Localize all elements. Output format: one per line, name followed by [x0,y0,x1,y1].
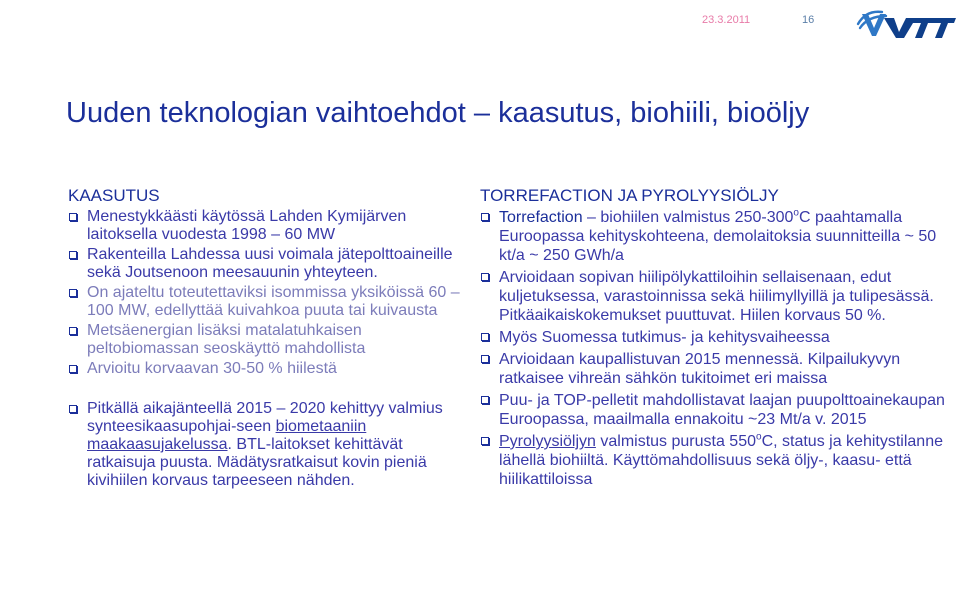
list-item: Arvioitu korvaavan 30-50 % hiilestä [68,360,468,378]
list-item: Pitkällä aikajänteellä 2015 – 2020 kehittyy valmius synteesikaasupohjai-seen biometaaniin maakaasujakelussa. BTL-laitokset kehittävät ratkaisuja puusta. Mädätysratkaisut kovin pieniä kivihiilen korvaus tarpeeseen nähden. [68,400,468,490]
bullet-icon [69,213,77,221]
list-item: Rakenteilla Lahdessa uusi voimala jätepolttoaineille sekä Joutsenoon meesauunin yhteyteen. [68,246,468,282]
gasification-column [68,186,468,492]
torrefaction-column [480,186,958,492]
vtt-logo [856,4,956,42]
gasification-list [68,208,468,490]
bullet-icon [69,405,77,413]
list-item: Arvioidaan kaupallistuvan 2015 mennessä. Kilpailukyvyn ratkaisee vihreän sähkön tukitoimet eri maissa [480,350,958,388]
torrefaction-list [480,208,958,489]
bullet-icon [481,213,489,221]
slide-date: 23.3.2011 [702,14,751,26]
list-item: Puu- ja TOP-pelletit mahdollistavat laajan puupolttoainekaupan Euroopassa, maailmalla ennakoitu ~23 Mt/a v. 2015 [480,391,958,429]
torrefaction-heading: TORREFACTION JA PYROLYYSIÖLJY [480,186,779,205]
list-item: Torrefaction – biohiilen valmistus 250-300$^o$C paahtamalla Euroopassa kehityskohteena, demolaitoksia suunnitteilla ~ 50 kt/a ~ 250 GWh/a [480,208,958,265]
list-item: Menestykkäästi käytössä Lahden Kymijärven laitoksella vuodesta 1998 – 60 MW [68,208,468,244]
bullet-icon [481,273,489,281]
bullet-icon [481,355,489,363]
bullet-icon [69,365,77,373]
gasification-heading: KAASUTUS [68,186,160,205]
bullet-icon [69,251,77,259]
list-item: On ajateltu toteutettaviksi isommissa yksiköissä 60 – 100 MW, edellyttää kuivahkoa puuta tai kuivausta [68,284,468,320]
bullet-icon [69,289,77,297]
pyrolysis-oil-link[interactable]: Pyrolyysiöljyn [499,433,596,450]
list-item: Myös Suomessa tutkimus- ja kehitysvaiheessa [480,328,958,347]
bullet-icon [481,333,489,341]
slide-title: Uuden teknologian vaihtoehdot – kaasutus, biohiili, bioöljy [66,97,810,129]
list-item: Metsäenergian lisäksi matalatuhkaisen peltobiomassan seoskäyttö mahdollista [68,322,468,358]
biomethane-link[interactable]: biometaaniin maakaasujakelussa [87,418,367,453]
torrefaction-term: Torrefaction [499,209,583,226]
page-number: 16 [802,14,815,26]
list-item: Pyrolyysiöljyn valmistus purusta 550$^o$C, status ja kehitystilanne lähellä biohiiltä. Käyttömahdollisuus sekä öljy-, kaasu- että hiilikattiloissa [480,432,958,489]
list-item: Arvioidaan sopivan hiilipölykattiloihin sellaisenaan, edut kuljetuksessa, varastoinnissa sekä hiilimyllyillä ja tulipesässä. Pitkäaikaiskokemukset puuttuvat. Hiilen korvaus 50 %. [480,268,958,325]
bullet-icon [69,327,77,335]
bullet-icon [481,396,489,404]
bullet-icon [481,437,489,445]
